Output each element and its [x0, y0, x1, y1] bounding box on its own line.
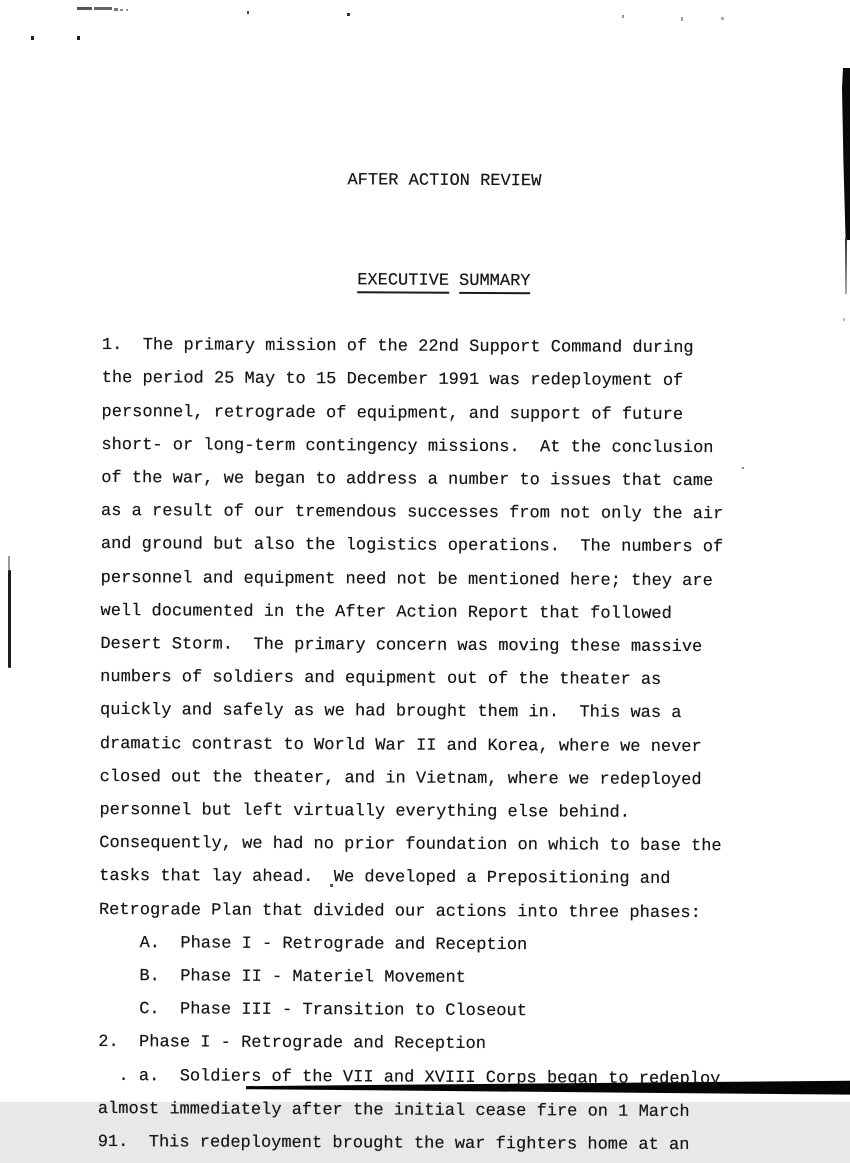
- body-line: almost immediately after the initial cease fire on 1 March: [97, 1099, 690, 1122]
- scan-speck: [347, 13, 350, 16]
- body-line: the period 25 May to 15 December 1991 was redeployment of: [101, 369, 684, 392]
- body-line: short- or long-term contingency missions. At the conclusion: [101, 435, 714, 458]
- scan-dash: [77, 7, 92, 10]
- document-subtitle-word: EXECUTIVE: [357, 271, 449, 293]
- scan-speck: [120, 9, 123, 11]
- body-line: Desert Storm. The primary concern was moving these massive: [100, 635, 703, 658]
- body-line-list-item: A. Phase I - Retrograde and Reception: [98, 933, 528, 956]
- body-line: tasks that lay ahead. We developed a Prepositioning and: [99, 867, 671, 890]
- body-line: Consequently, we had no prior foundation on which to base the: [99, 834, 722, 857]
- scan-dash: [94, 7, 112, 10]
- body-line: personnel, retrograde of equipment, and support of future: [101, 402, 684, 425]
- scan-speck: [681, 17, 683, 21]
- body-line: quickly and safely as we had brought them in. This was a: [99, 701, 682, 724]
- body-line: closed out the theater, and in Vietnam, where we redeployed: [99, 767, 702, 790]
- body-line-list-item: B. Phase II - Materiel Movement: [98, 967, 466, 988]
- scan-speck: [126, 9, 128, 11]
- scan-speck: [31, 36, 34, 40]
- body-line: 2. Phase I - Retrograde and Reception: [98, 1033, 486, 1055]
- body-line-list-item: C. Phase III - Transition to Closeout: [98, 1000, 527, 1022]
- document-title: [0, 129, 828, 233]
- scan-speck: [721, 17, 724, 20]
- body-line: numbers of soldiers and equipment out of the theater as: [100, 668, 662, 691]
- document-subtitle-word: SUMMARY: [459, 272, 531, 294]
- document-title-text: AFTER ACTION REVIEW: [347, 171, 542, 192]
- scan-speck: [622, 15, 624, 18]
- body-line: well documented in the After Action Report that followed: [100, 601, 672, 624]
- body-line: personnel and equipment need not be mentioned here; they are: [100, 568, 713, 591]
- body-line: personnel but left virtually everything else behind.: [99, 801, 631, 823]
- body-line: of the war, we began to address a number to issues that came: [101, 468, 714, 492]
- body-line: and ground but also the logistics operations. The numbers of: [100, 535, 724, 558]
- body-line: Retrograde Plan that divided our actions into three phases:: [98, 900, 701, 923]
- body-line: 91. This redeployment brought the war fighters home at an: [97, 1133, 690, 1156]
- document-body: [0, 129, 850, 1163]
- body-line: as a result of our tremendous successes from not only the air: [101, 502, 724, 525]
- document-subtitle: [0, 229, 828, 333]
- body-line: dramatic contrast to World War II and Korea, where we never: [99, 734, 702, 757]
- scan-speck: [77, 36, 80, 40]
- body-line: 1. The primary mission of the 22nd Support Command during: [101, 336, 694, 359]
- body-line: . a. Soldiers of the VII and XVIII Corps began to redeploy: [98, 1066, 721, 1089]
- scan-speck: [114, 8, 118, 11]
- scan-speck: [247, 11, 249, 14]
